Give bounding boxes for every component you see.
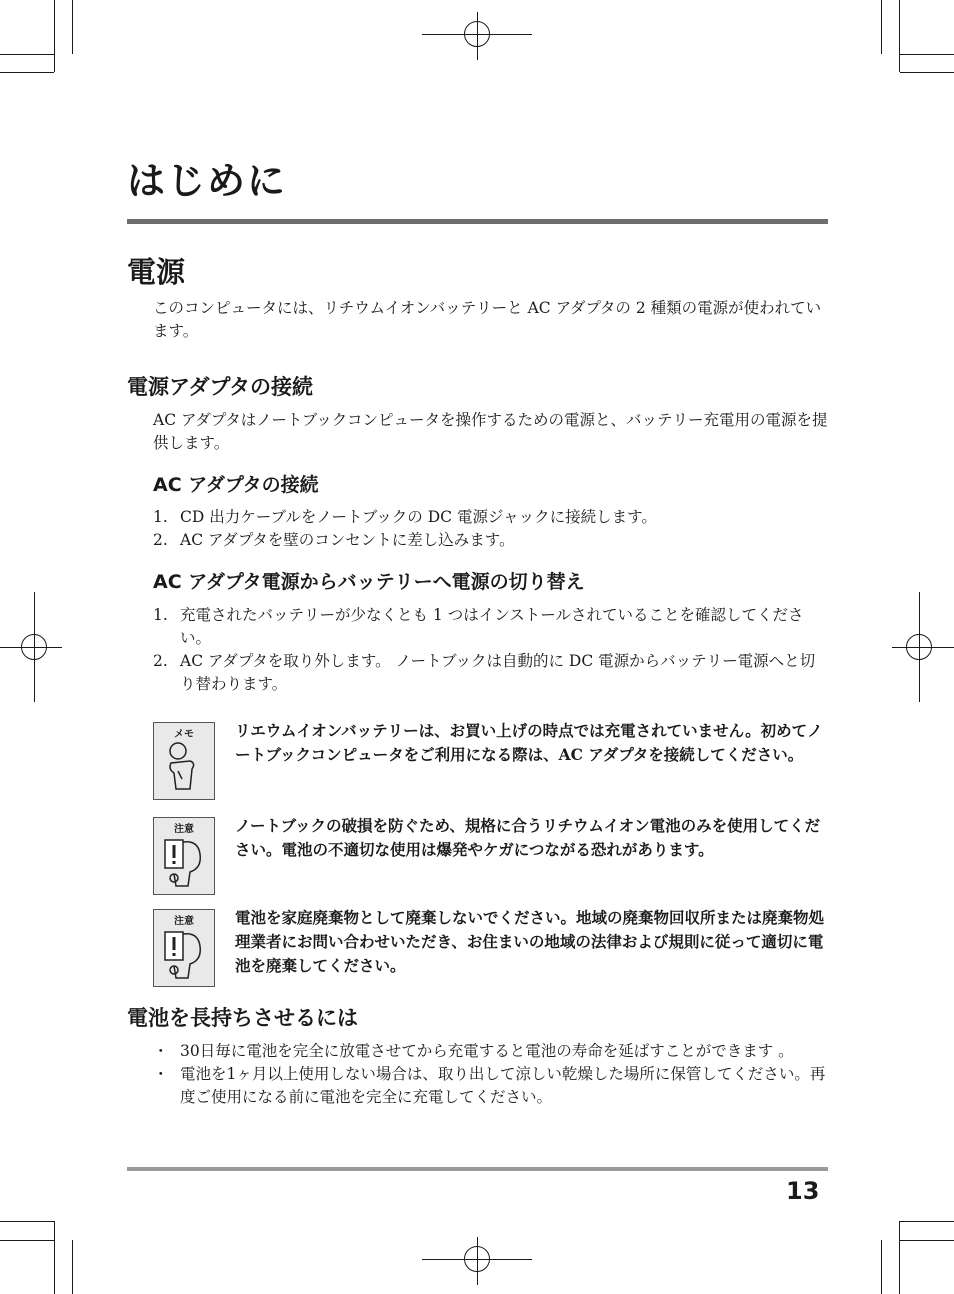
- section-heading-battery-life: 電池を長持ちさせるには: [127, 1006, 358, 1030]
- page-number: 13: [786, 1177, 820, 1205]
- note-label: 注意: [174, 916, 194, 927]
- note-label: メモ: [174, 729, 194, 740]
- list-item: [153, 506, 829, 529]
- page-title: はじめに: [127, 159, 288, 203]
- step-number: 2.: [153, 652, 168, 670]
- step-text: CD 出力ケーブルをノートブックの DC 電源ジャックに接続します。: [180, 508, 657, 526]
- step-number: 1.: [153, 606, 168, 624]
- list-item: [153, 650, 829, 696]
- list-item: [153, 604, 829, 650]
- caution-icon: [153, 909, 215, 987]
- memo-icon: [153, 722, 215, 800]
- step-text: AC アダプタを壁のコンセントに差し込みます。: [180, 531, 515, 549]
- memo-note: [153, 722, 829, 802]
- note-text: ノートブックの破損を防ぐため、規格に合うリチウムイオン電池のみを使用してください。電池の不適切な使用は爆発やケガにつながる恐れがあります。: [235, 816, 821, 859]
- list-item: [153, 1040, 829, 1063]
- bullet: ・: [153, 1042, 169, 1060]
- note-text: リエウムイオンバッテリーは、お買い上げの時点では充電されていません。初めてノートブックコンピュータをご利用になる際は、AC アダプタを接続してください。: [235, 721, 823, 764]
- caution-icon: [153, 817, 215, 895]
- title-divider: [127, 219, 828, 224]
- note-label: 注意: [174, 824, 194, 835]
- caution-note: [153, 817, 829, 897]
- step-number: 1.: [153, 508, 168, 526]
- switch-power-steps: [153, 604, 829, 696]
- ac-connect-steps: [153, 506, 829, 552]
- step-text: AC アダプタを取り外します。 ノートブックは自動的に DC 電源からバッテリー電源へと切り替わります。: [180, 652, 816, 693]
- tip-text: 30日毎に電池を完全に放電させてから充電すると電池の寿命を延ばすことができます 。: [180, 1042, 794, 1060]
- section-heading-adapter-connection: 電源アダプタの接続: [127, 375, 314, 399]
- list-item: [153, 1063, 829, 1109]
- caution-note: [153, 909, 829, 989]
- battery-tips-list: [153, 1040, 829, 1109]
- note-text: 電池を家庭廃棄物として廃棄しないでください。地域の廃棄物回収所または廃棄物処理業者にお問い合わせいただき、お住まいの地域の法律および規則に従って適切に電池を廃棄してください。: [235, 908, 825, 975]
- bullet: ・: [153, 1065, 169, 1083]
- footer-divider: [127, 1167, 828, 1171]
- step-number: 2.: [153, 531, 168, 549]
- list-item: [153, 529, 829, 552]
- tip-text: 電池を1ヶ月以上使用しない場合は、取り出して涼しい乾燥した場所に保管してください。再度ご使用になる前に電池を完全に充電してください。: [180, 1065, 826, 1106]
- subheading-ac-connect: AC アダプタの接続: [153, 474, 319, 496]
- power-intro: このコンピュータには、リチウムイオンバッテリーと AC アダプタの 2 種類の電源が使われています。: [153, 299, 822, 340]
- subheading-switch-power: AC アダプタ電源からバッテリーへ電源の切り替え: [153, 571, 585, 593]
- adapter-connection-intro: AC アダプタはノートブックコンピュータを操作するための電源と、バッテリー充電用の電源を提供します。: [153, 411, 828, 452]
- section-heading-power: 電源: [127, 255, 186, 289]
- step-text: 充電されたバッテリーが少なくとも 1 つはインストールされていることを確認してください。: [180, 606, 804, 647]
